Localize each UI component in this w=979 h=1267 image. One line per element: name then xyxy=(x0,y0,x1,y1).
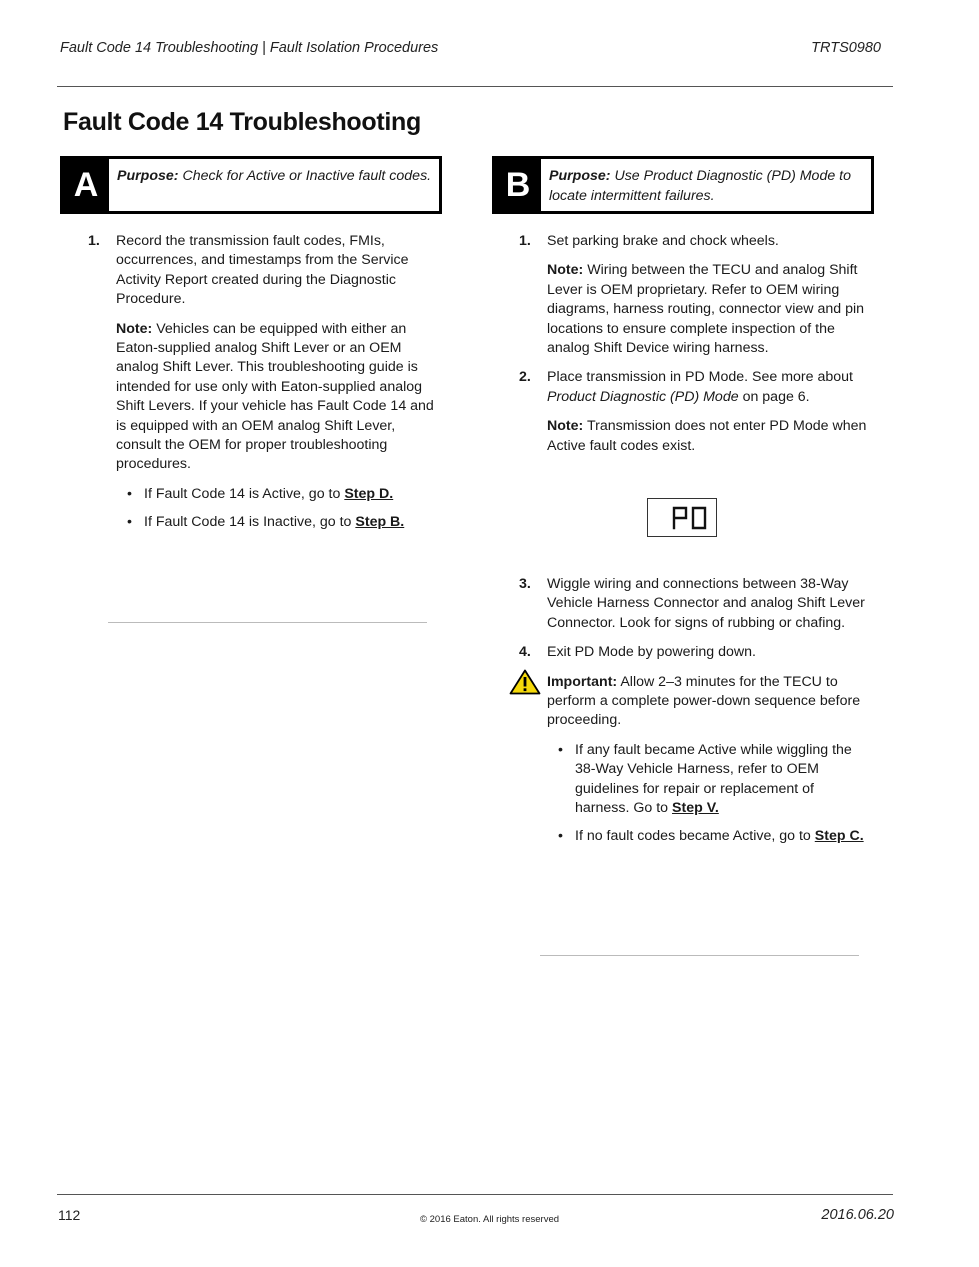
step-a-note-label: Note: xyxy=(116,320,153,337)
step-b-purpose xyxy=(549,167,865,206)
header-doc-number: TRTS0980 xyxy=(811,40,881,56)
pd-mode-link[interactable]: Product Diagnostic (PD) Mode xyxy=(547,388,739,405)
step-b-bullet-2 xyxy=(547,827,872,846)
step-b-bullet-1 xyxy=(547,741,872,819)
step-a-note xyxy=(116,320,434,475)
step-a-bullets xyxy=(116,485,434,533)
step-a-box xyxy=(60,156,442,214)
step-v-link[interactable]: Step V. xyxy=(672,800,719,817)
step-c-link[interactable]: Step C. xyxy=(814,828,864,845)
step-b-item-1-text: Set parking brake and chock wheels. xyxy=(547,233,779,249)
step-b-item-2-text-after: on page 6. xyxy=(742,388,810,405)
step-d-link[interactable]: Step D. xyxy=(344,485,394,502)
important-text: Allow 2–3 minutes for the TECU to perform a complete power-down sequence before proceeding. xyxy=(547,673,861,729)
step-b-bullet-1-text: If any fault became Active while wiggling the 38-Way Vehicle Harness, refer to OEM guidelines for repair or replacement of harness. Go to xyxy=(575,741,852,817)
step-b-note-2 xyxy=(547,417,872,456)
step-a-end-rule xyxy=(108,622,427,623)
important-label: Important: xyxy=(547,673,618,690)
step-a-purpose-label: Purpose: xyxy=(117,168,179,184)
step-b-note-1-text: Wiring between the TECU and analog Shift Lever is OEM proprietary. Refer to OEM wiring diagrams, harness routing, connector view and pin locations to ensure complete inspection of the analog Shift Device wiring harness. xyxy=(547,262,865,357)
step-b-purpose-text: Use Product Diagnostic (PD) Mode to locate intermittent failures. xyxy=(549,168,852,204)
step-b-item-2-text-before: Place transmission in PD Mode. See more about xyxy=(547,369,853,386)
step-a-item-1 xyxy=(84,232,434,533)
step-b-note-2-text: Transmission does not enter PD Mode when Active fault codes exist. xyxy=(547,418,867,454)
step-a-letter: A xyxy=(63,159,109,211)
step-b-item-2-text xyxy=(547,368,872,407)
bullet-dot: • xyxy=(127,514,132,531)
step-b-item-3-number: 3. xyxy=(519,576,531,592)
footer-divider xyxy=(57,1194,893,1195)
step-a-bullet-1-text: If Fault Code 14 is Active, go to xyxy=(144,485,341,502)
step-b-end-rule xyxy=(540,955,859,956)
page-title: Fault Code 14 Troubleshooting xyxy=(63,108,421,136)
pd-display-illustration xyxy=(647,498,717,537)
step-a-item-1-text: Record the transmission fault codes, FMIs, occurrences, and timestamps from the Service Activity Report created during the Diagnostic Procedure. xyxy=(116,233,409,308)
step-b-item-2 xyxy=(515,368,872,456)
revision-date: 2016.06.20 xyxy=(821,1207,894,1223)
pd-segment-glyphs xyxy=(648,499,716,536)
step-a-purpose xyxy=(117,167,433,187)
step-b-note-1 xyxy=(547,261,872,358)
step-b-item-4-number: 4. xyxy=(519,644,531,661)
step-b-content-top xyxy=(515,232,872,466)
step-a-purpose-text: Check for Active or Inactive fault codes. xyxy=(182,168,432,184)
copyright-notice: © 2016 Eaton. All rights reserved xyxy=(419,1214,560,1225)
warning-icon xyxy=(509,669,541,700)
header-section-title: Fault Code 14 Troubleshooting | Fault Isolation Procedures xyxy=(60,40,439,56)
step-b-box xyxy=(492,156,874,214)
bullet-dot: • xyxy=(558,828,563,845)
header-divider xyxy=(57,86,893,87)
step-a-bullet-1 xyxy=(116,485,434,504)
page-number: 112 xyxy=(58,1207,81,1223)
step-a-bullet-2 xyxy=(116,513,434,532)
step-b-item-3-text: Wiggle wiring and connections between 38-Way Vehicle Harness Connector and analog Shift Lever Connector. Look for signs of rubbing or chafing. xyxy=(547,576,865,631)
step-b-link[interactable]: Step B. xyxy=(355,514,405,531)
step-b-item-1 xyxy=(515,232,872,358)
step-b-note-2-label: Note: xyxy=(547,418,584,435)
step-b-letter: B xyxy=(495,159,541,211)
step-a-content xyxy=(84,232,434,543)
step-b-item-2-number: 2. xyxy=(519,369,531,386)
step-b-important-text-block xyxy=(547,673,872,731)
step-b-bullet-2-text: If no fault codes became Active, go to xyxy=(575,828,811,845)
bullet-dot: • xyxy=(127,485,132,502)
step-a-bullet-2-text: If Fault Code 14 is Inactive, go to xyxy=(144,514,352,531)
step-a-item-1-number: 1. xyxy=(88,233,100,249)
step-b-bullets xyxy=(547,741,872,847)
step-a-note-text: Vehicles can be equipped with either an Eaton-supplied analog Shift Lever or an OEM analog Shift Lever. This troubleshooting guide is intended for use only with Eaton-supplied analog Shift Levers. If your vehicle has Fault Code 14 and is equipped with an OEM analog Shift Lever, consult the OEM for proper troubleshooting procedures. xyxy=(116,320,434,473)
step-b-item-4-text: Exit PD Mode by powering down. xyxy=(547,644,756,661)
step-b-item-3 xyxy=(515,575,872,633)
step-b-content-bottom xyxy=(515,575,872,857)
pd-display-text xyxy=(716,499,717,500)
step-b-item-4 xyxy=(515,643,872,662)
step-b-item-1-number: 1. xyxy=(519,233,531,249)
bullet-dot: • xyxy=(558,741,563,758)
step-b-important xyxy=(515,673,872,847)
step-b-purpose-label: Purpose: xyxy=(549,168,611,184)
step-b-note-1-label: Note: xyxy=(547,262,584,279)
